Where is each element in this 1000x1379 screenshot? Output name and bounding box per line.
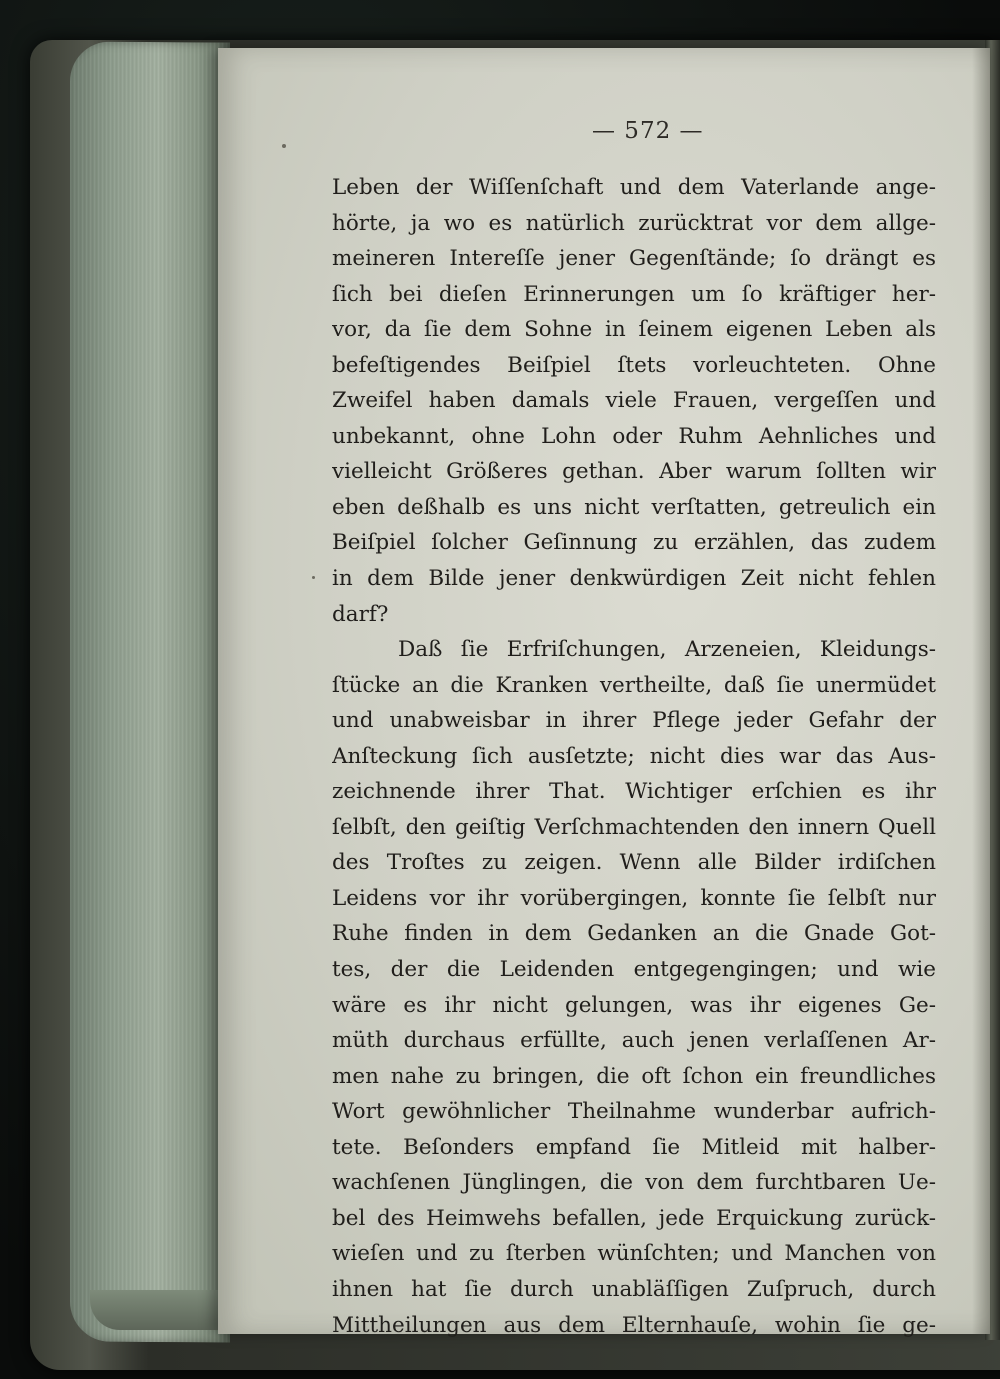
- text-line: zeichnende ihrer That. Wichtiger erſchien es ihr: [332, 779, 936, 805]
- page-number: — 572 —: [592, 118, 704, 144]
- text-line: darf?: [332, 601, 389, 627]
- text-line: wäre es ihr nicht gelungen, was ihr eigenes Ge-: [332, 992, 936, 1018]
- text-line: Beiſpiel ſolcher Geſinnung zu erzählen, das zudem: [332, 530, 936, 556]
- page-edges: [70, 41, 230, 1342]
- text-line: Wort gewöhnlicher Theilnahme wunderbar aufrich-: [332, 1099, 936, 1125]
- text-line: vor, da ſie dem Sohne in ſeinem eigenen Leben als: [332, 317, 936, 343]
- text-line: unbekannt, ohne Lohn oder Ruhm Aehnliches und: [332, 423, 936, 449]
- body-text: [332, 170, 936, 1343]
- text-line: Anſteckung ſich ausſetzte; nicht dies war das Aus-: [332, 743, 936, 769]
- text-line: wieſen und zu ſterben wünſchten; und Manchen von: [332, 1241, 936, 1267]
- text-line: Leidens vor ihr vorübergingen, konnte ſie ſelbſt nur: [332, 885, 936, 911]
- text-line: meineren Intereſſe jener Gegenſtände; ſo drängt es: [332, 246, 936, 272]
- text-line: Zweifel haben damals viele Frauen, vergeſſen und: [332, 388, 936, 414]
- text-line: hörte, ja wo es natürlich zurücktrat vor dem allge-: [332, 210, 936, 236]
- text-line: und unabweisbar in ihrer Pflege jeder Gefahr der: [332, 708, 936, 734]
- text-line: des Troſtes zu zeigen. Wenn alle Bilder irdiſchen: [332, 850, 936, 876]
- text-line: wachſenen Jünglingen, die von dem furchtbaren Ue-: [332, 1170, 936, 1196]
- text-line: Leben der Wiſſenſchaft und dem Vaterlande ange-: [332, 175, 936, 200]
- text-line: befeſtigendes Beiſpiel ſtets vorleuchteten. Ohne: [332, 352, 936, 378]
- text-line: ihnen hat ſie durch unabläſſigen Zuſpruch, durch: [332, 1276, 936, 1302]
- paragraph-start-line: Daß ſie Erfriſchungen, Arzeneien, Kleidungs-: [398, 637, 936, 663]
- text-line: Mittheilungen aus dem Elternhauſe, wohin ſie ge-: [332, 1312, 936, 1338]
- text-line: Ruhe finden in dem Gedanken an die Gnade Got-: [332, 921, 936, 947]
- page-speck: [312, 576, 315, 579]
- text-line: in dem Bilde jener denkwürdigen Zeit nicht fehlen: [332, 566, 936, 592]
- gutter-shadow: [972, 48, 990, 1334]
- text-line: ſtücke an die Kranken vertheilte, daß ſie unermüdet: [332, 672, 936, 698]
- text-line: bel des Heimwehs befallen, jede Erquickung zurück-: [332, 1205, 936, 1231]
- text-line: tete. Beſonders empfand ſie Mitleid mit halber-: [332, 1134, 936, 1160]
- page-speck: [282, 144, 286, 148]
- text-line: men nahe zu bringen, die oft ſchon ein freundliches: [332, 1063, 936, 1089]
- text-line: tes, der die Leidenden entgegengingen; und wie: [332, 957, 936, 983]
- text-line: müth durchaus erfüllte, auch jenen verlaſſenen Ar-: [332, 1028, 936, 1054]
- text-line: ſelbſt, den geiſtig Verſchmachtenden den innern Quell: [332, 814, 936, 840]
- text-line: eben deßhalb es uns nicht verſtatten, getreulich ein: [332, 494, 936, 520]
- text-line: vielleicht Größeres gethan. Aber warum ſollten wir: [332, 459, 936, 485]
- text-line: ſich bei dieſen Erinnerungen um ſo kräftiger her-: [332, 281, 936, 307]
